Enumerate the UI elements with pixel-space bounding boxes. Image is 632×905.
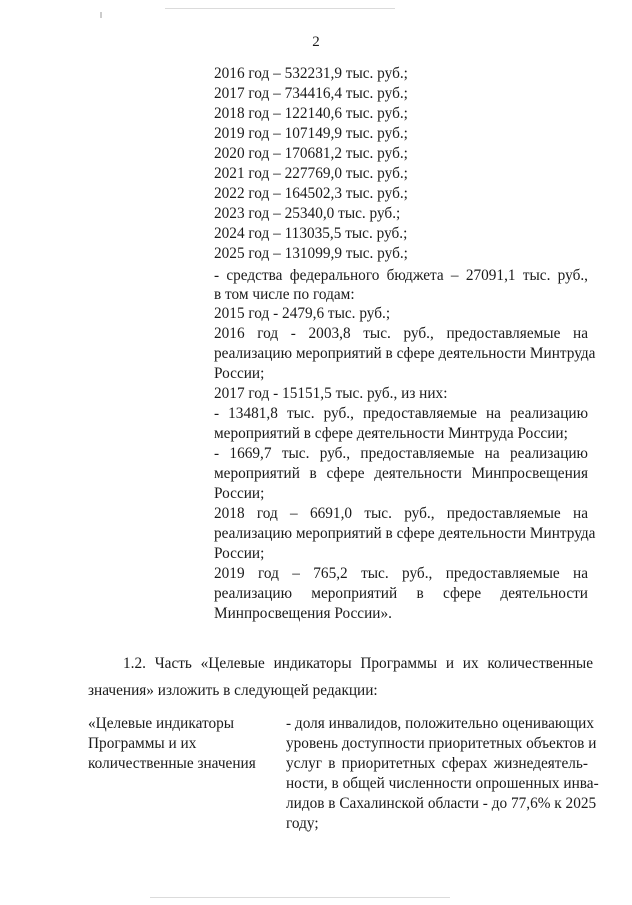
federal-budget-line: в том числе по годам: [214,286,355,303]
federal-budget-line: мероприятий в сфере деятельности Минпросвещения [214,465,588,482]
table-left-cell: «Целевые индикаторы [88,715,235,732]
federal-budget-line: 2016 год - 2003,8 тыс. руб., предоставляемые на [214,325,588,342]
federal-budget-line: России; [214,545,265,562]
year-line: 2017 год – 734416,4 тыс. руб.; [214,85,408,102]
year-line: 2022 год – 164502,3 тыс. руб.; [214,185,408,202]
section-heading-continuation: значения» изложить в следующей редакции: [88,682,378,699]
year-line: 2023 год – 25340,0 тыс. руб.; [214,205,401,222]
table-right-cell: уровень доступности приоритетных объектов и [286,735,597,752]
federal-budget-line: реализацию мероприятий в сфере деятельности Минтруда [214,525,596,542]
federal-budget-line: мероприятий в сфере деятельности Минтруда России; [214,425,568,442]
federal-budget-line: России; [214,365,265,382]
table-left-cell: Программы и их [88,735,197,752]
table-left-cell: количественные значения [88,755,256,772]
federal-budget-line: - 1669,7 тыс. руб., предоставляемые на реализацию [214,445,588,462]
federal-budget-line: 2017 год - 15151,5 тыс. руб., из них: [214,385,448,402]
federal-budget-line: 2015 год - 2479,6 тыс. руб.; [214,305,391,322]
scan-mark-top [165,8,395,9]
table-right-cell: ности, в общей численности опрошенных инва- [286,775,599,792]
scan-mark-corner [100,12,102,18]
year-line: 2024 год – 113035,5 тыс. руб.; [214,225,408,242]
federal-budget-line: 2019 год – 765,2 тыс. руб., предоставляемые на [214,565,588,582]
page-number: 2 [312,34,320,50]
year-line: 2025 год – 131099,9 тыс. руб.; [214,245,408,262]
year-line: 2020 год – 170681,2 тыс. руб.; [214,145,408,162]
year-line: 2016 год – 532231,9 тыс. руб.; [214,65,408,82]
federal-budget-line: - средства федерального бюджета – 27091,1 тыс. руб., [214,267,588,284]
federal-budget-line: 2018 год – 6691,0 тыс. руб., предоставляемые на [214,505,588,522]
year-line: 2019 год – 107149,9 тыс. руб.; [214,125,408,142]
year-line: 2021 год – 227769,0 тыс. руб.; [214,165,408,182]
scan-mark-bottom [150,897,450,898]
section-heading: 1.2. Часть «Целевые индикаторы Программы и их количественные [123,655,593,672]
federal-budget-line: Минпросвещения России». [214,605,392,622]
federal-budget-line: реализацию мероприятий в сфере деятельности Минтруда [214,345,596,362]
federal-budget-line: - 13481,8 тыс. руб., предоставляемые на реализацию [214,405,588,422]
year-line: 2018 год – 122140,6 тыс. руб.; [214,105,408,122]
table-right-cell: услуг в приоритетных сферах жизнедеятель- [286,755,588,772]
table-right-cell: году; [286,815,319,832]
federal-budget-line: России; [214,485,265,502]
table-right-cell: лидов в Сахалинской области - до 77,6% к 2025 [286,795,597,812]
federal-budget-line: реализацию мероприятий в сфере деятельности [214,585,588,602]
table-right-cell: - доля инвалидов, положительно оценивающих [286,715,594,732]
